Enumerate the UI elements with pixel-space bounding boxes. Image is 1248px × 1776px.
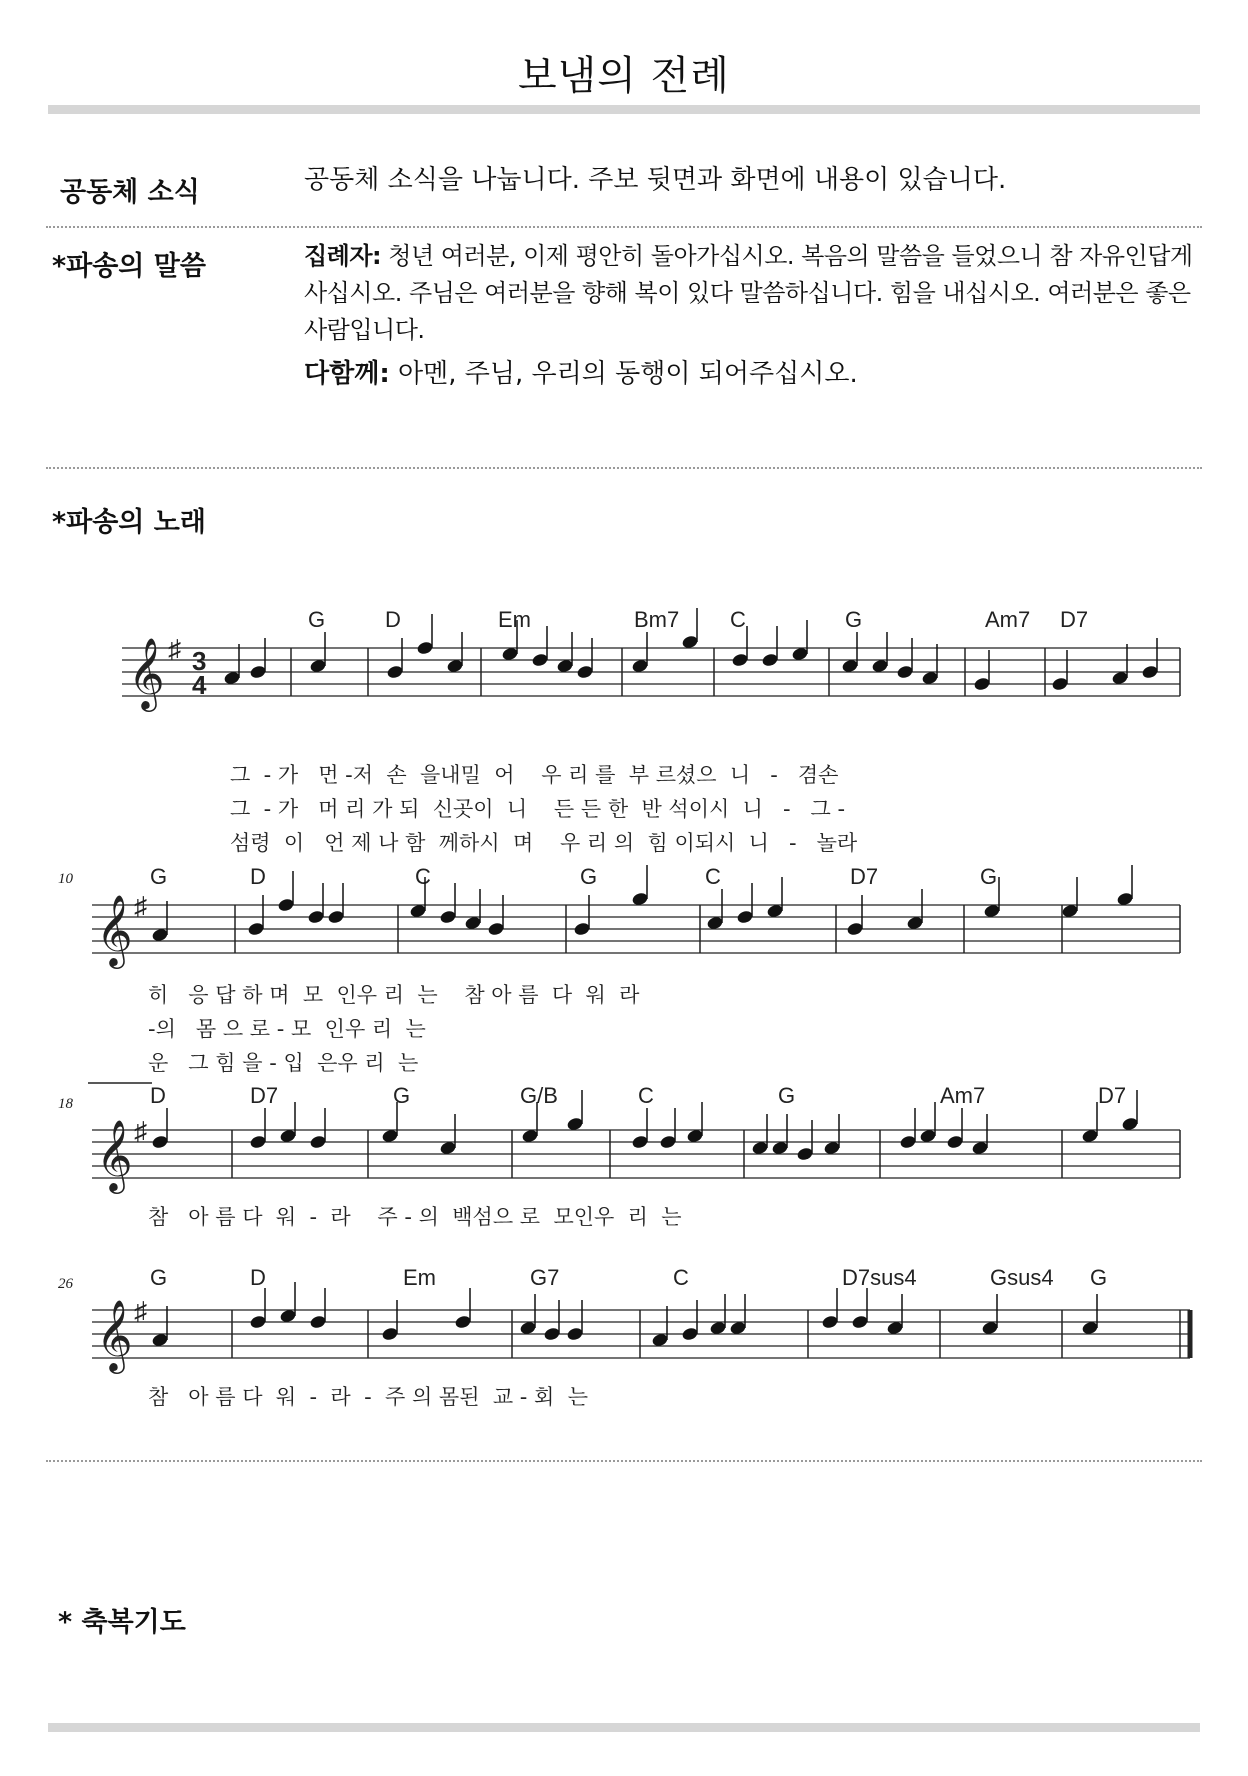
- chord-symbol: C: [705, 864, 721, 889]
- dotted-divider: [46, 1460, 1202, 1462]
- chord-symbol: G/B: [520, 1083, 558, 1108]
- chord-symbol: G: [845, 607, 863, 632]
- measure-number: 26: [58, 1276, 73, 1292]
- chord-symbol: G: [580, 864, 598, 889]
- treble-clef-icon: 𝄞: [128, 639, 165, 708]
- chord-symbol: G: [150, 864, 168, 889]
- chord-symbol: D7: [850, 864, 879, 889]
- chord-symbol: D: [150, 1083, 166, 1108]
- bottom-divider-bar: [48, 1723, 1200, 1732]
- sending-song-label: *파송의 노래: [52, 507, 206, 538]
- sharp-icon: ♯: [168, 634, 181, 664]
- news-label: 공동체 소식: [60, 177, 200, 208]
- sending-word-label: *파송의 말씀: [52, 251, 206, 282]
- chord-symbol: D7sus4: [842, 1265, 917, 1290]
- chord-symbol: D: [250, 1265, 266, 1290]
- chord-symbol: D7: [250, 1083, 279, 1108]
- sharp-icon: ♯: [134, 1116, 147, 1146]
- chord-symbol: C: [673, 1265, 689, 1290]
- chord-symbol: Em: [498, 607, 531, 632]
- chord-symbol: Bm7: [634, 607, 680, 632]
- lyric-line: 참 아 름 다 워 - 라 주 - 의 백섬으 로 모인우 리 는: [148, 1205, 682, 1229]
- chord-symbol: C: [638, 1083, 654, 1108]
- lyric-line: 운 그 힘 을 - 입 은우 리 는: [148, 1051, 419, 1075]
- time-signature-top: 3: [192, 646, 207, 676]
- treble-clef-icon: 𝄞: [96, 1121, 133, 1190]
- chord-symbol: G: [150, 1265, 168, 1290]
- chord-symbol: Am7: [940, 1083, 986, 1108]
- chord-symbol: Gsus4: [990, 1265, 1054, 1290]
- lyric-line: 히 응 답 하 며 모 인우 리 는 참 아 름 다 워 라: [148, 983, 640, 1007]
- chord-symbol: Am7: [985, 607, 1031, 632]
- leader-label: 집례자:: [304, 242, 382, 270]
- lyric-line: 참 아 름 다 워 - 라 - 주 의 몸된 교 - 회 는: [148, 1385, 588, 1409]
- chord-symbol: G: [778, 1083, 796, 1108]
- lyric-line: -의 몸 으 로 - 모 인우 리 는: [148, 1017, 426, 1041]
- chord-symbol: G: [308, 607, 326, 632]
- leader-text: 청년 여러분, 이제 평안히 돌아가십시오. 복음의 말씀을 들었으니 참 자유인답게 사십시오. 주님은 여러분을 향해 복이 있다 말씀하십니다. 힘을 내십시오. 여러분은 좋은 사람입니다.: [304, 242, 1193, 344]
- treble-clef-icon: 𝄞: [96, 1301, 133, 1370]
- sharp-icon: ♯: [134, 891, 147, 921]
- chord-symbol: G7: [530, 1265, 560, 1290]
- measure-number: 10: [58, 871, 73, 887]
- all-text: 아멘, 주님, 우리의 동행이 되어주십시오.: [389, 359, 858, 389]
- measure-number: 18: [58, 1096, 73, 1112]
- chord-symbol: D7: [1060, 607, 1089, 632]
- chord-symbol: D: [385, 607, 401, 632]
- chord-symbol: G: [393, 1083, 411, 1108]
- chord-symbol: D: [250, 864, 266, 889]
- lyric-line: 섬령 이 언 제 나 함 께하시 며 우 리 의 힘 이되시 니 - 놀라: [230, 831, 858, 855]
- chord-symbol: Em: [403, 1265, 436, 1290]
- time-signature-bottom: 4: [192, 670, 207, 700]
- chord-symbol: G: [1090, 1265, 1108, 1290]
- lyric-line: 그 - 가 먼 -저 손 을내밀 어 우 리 를 부 르셨으 니 - 겸손: [230, 763, 839, 787]
- all-label: 다함께:: [304, 359, 390, 389]
- chord-symbol: C: [415, 864, 431, 889]
- news-text: 공동체 소식을 나눕니다. 주보 뒷면과 화면에 내용이 있습니다.: [304, 165, 1007, 195]
- treble-clef-icon: 𝄞: [96, 896, 133, 965]
- chord-symbol: D7: [1098, 1083, 1127, 1108]
- chord-symbol: C: [730, 607, 746, 632]
- sharp-icon: ♯: [134, 1296, 147, 1326]
- page-title: 보냄의 전례: [518, 53, 730, 99]
- lyric-line: 그 - 가 머 리 가 되 신곳이 니 든 든 한 반 석이시 니 - 그 -: [230, 797, 846, 821]
- chord-symbol: G: [980, 864, 998, 889]
- blessing-label: * 축복기도: [58, 1607, 186, 1638]
